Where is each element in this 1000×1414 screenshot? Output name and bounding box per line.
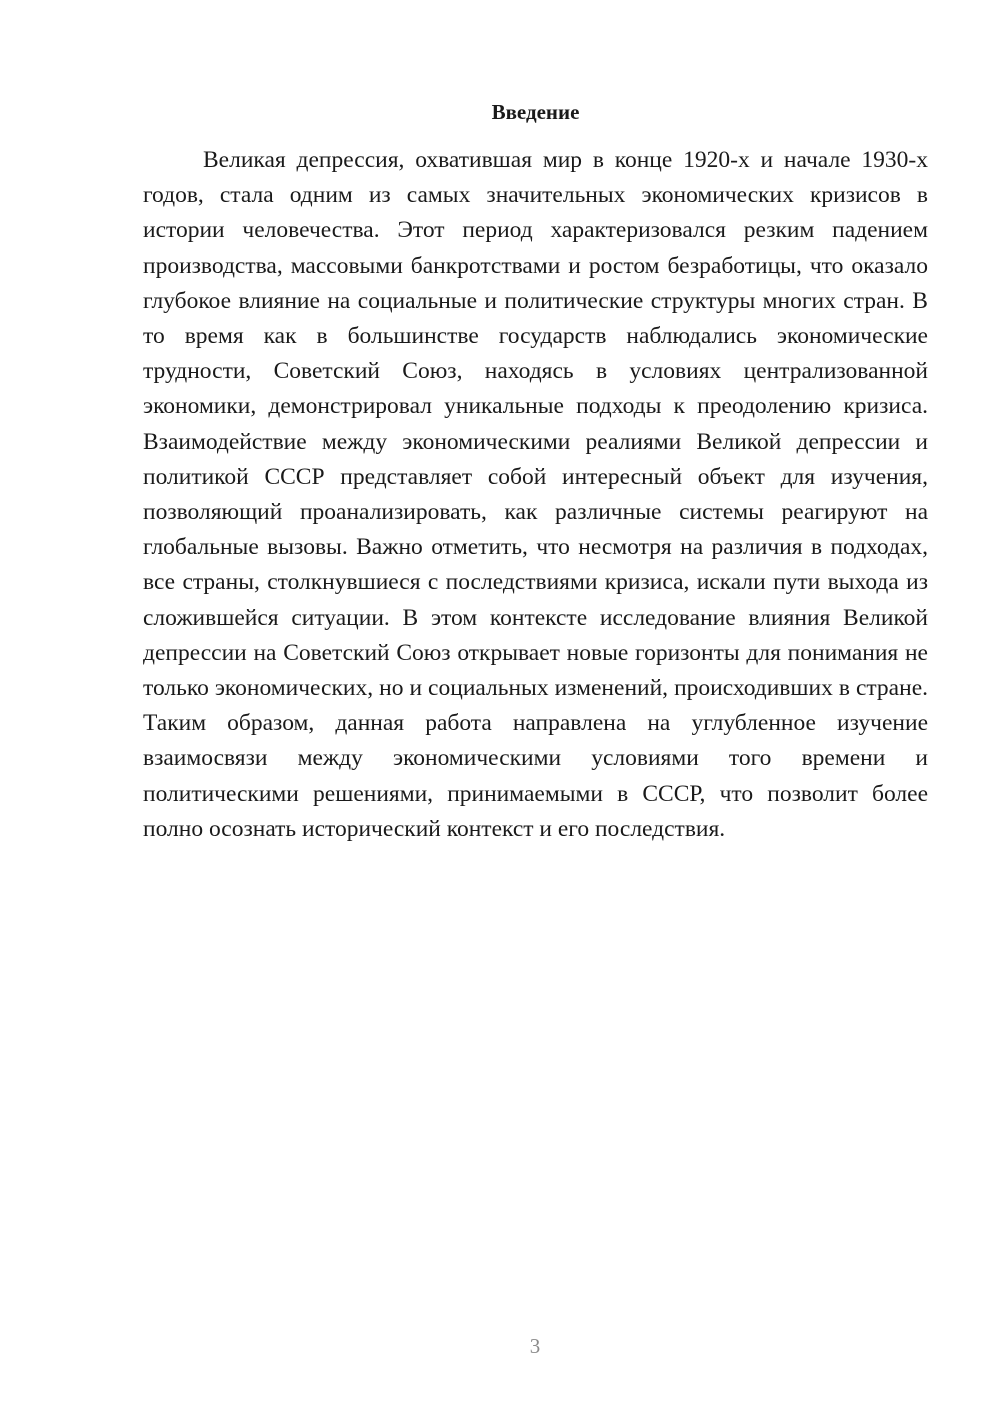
section-heading: Введение bbox=[491, 100, 580, 124]
body-paragraph: Великая депрессия, охватившая мир в конце 1920-х и начале 1930-х годов, стала одним из самых значительных экономических кризисов в истории человечества. Этот период характеризовался резким падением производства, массовыми банкротствами и ростом безработицы, что оказало глубокое влияние на социальные и политические структуры многих стран. В то время как в большинстве государств наблюдались экономические трудности, Советский Союз, находясь в условиях централизованной экономики, демонстрировал уникальные подходы к преодолению кризиса. Взаимодействие между экономическими реалиями Великой депрессии и политикой СССР представляет собой интересный объект для изучения, позволяющий проанализировать, как различные системы реагируют на глобальные вызовы. Важно отметить, что несмотря на различия в подходах, все страны, столкнувшиеся с последствиями кризиса, искали пути выхода из сложившейся ситуации. В этом контексте исследование влияния Великой депрессии на Советский Союз открывает новые горизонты для понимания не только экономических, но и социальных изменений, происходивших в стране. Таким образом, данная работа направлена на углубленное изучение взаимосвязи между экономическими условиями того времени и политическими решениями, принимаемыми в СССР, что позволит более полно осознать исторический контекст и его последствия. bbox=[143, 147, 928, 842]
page-number: 3 bbox=[529, 1334, 541, 1358]
